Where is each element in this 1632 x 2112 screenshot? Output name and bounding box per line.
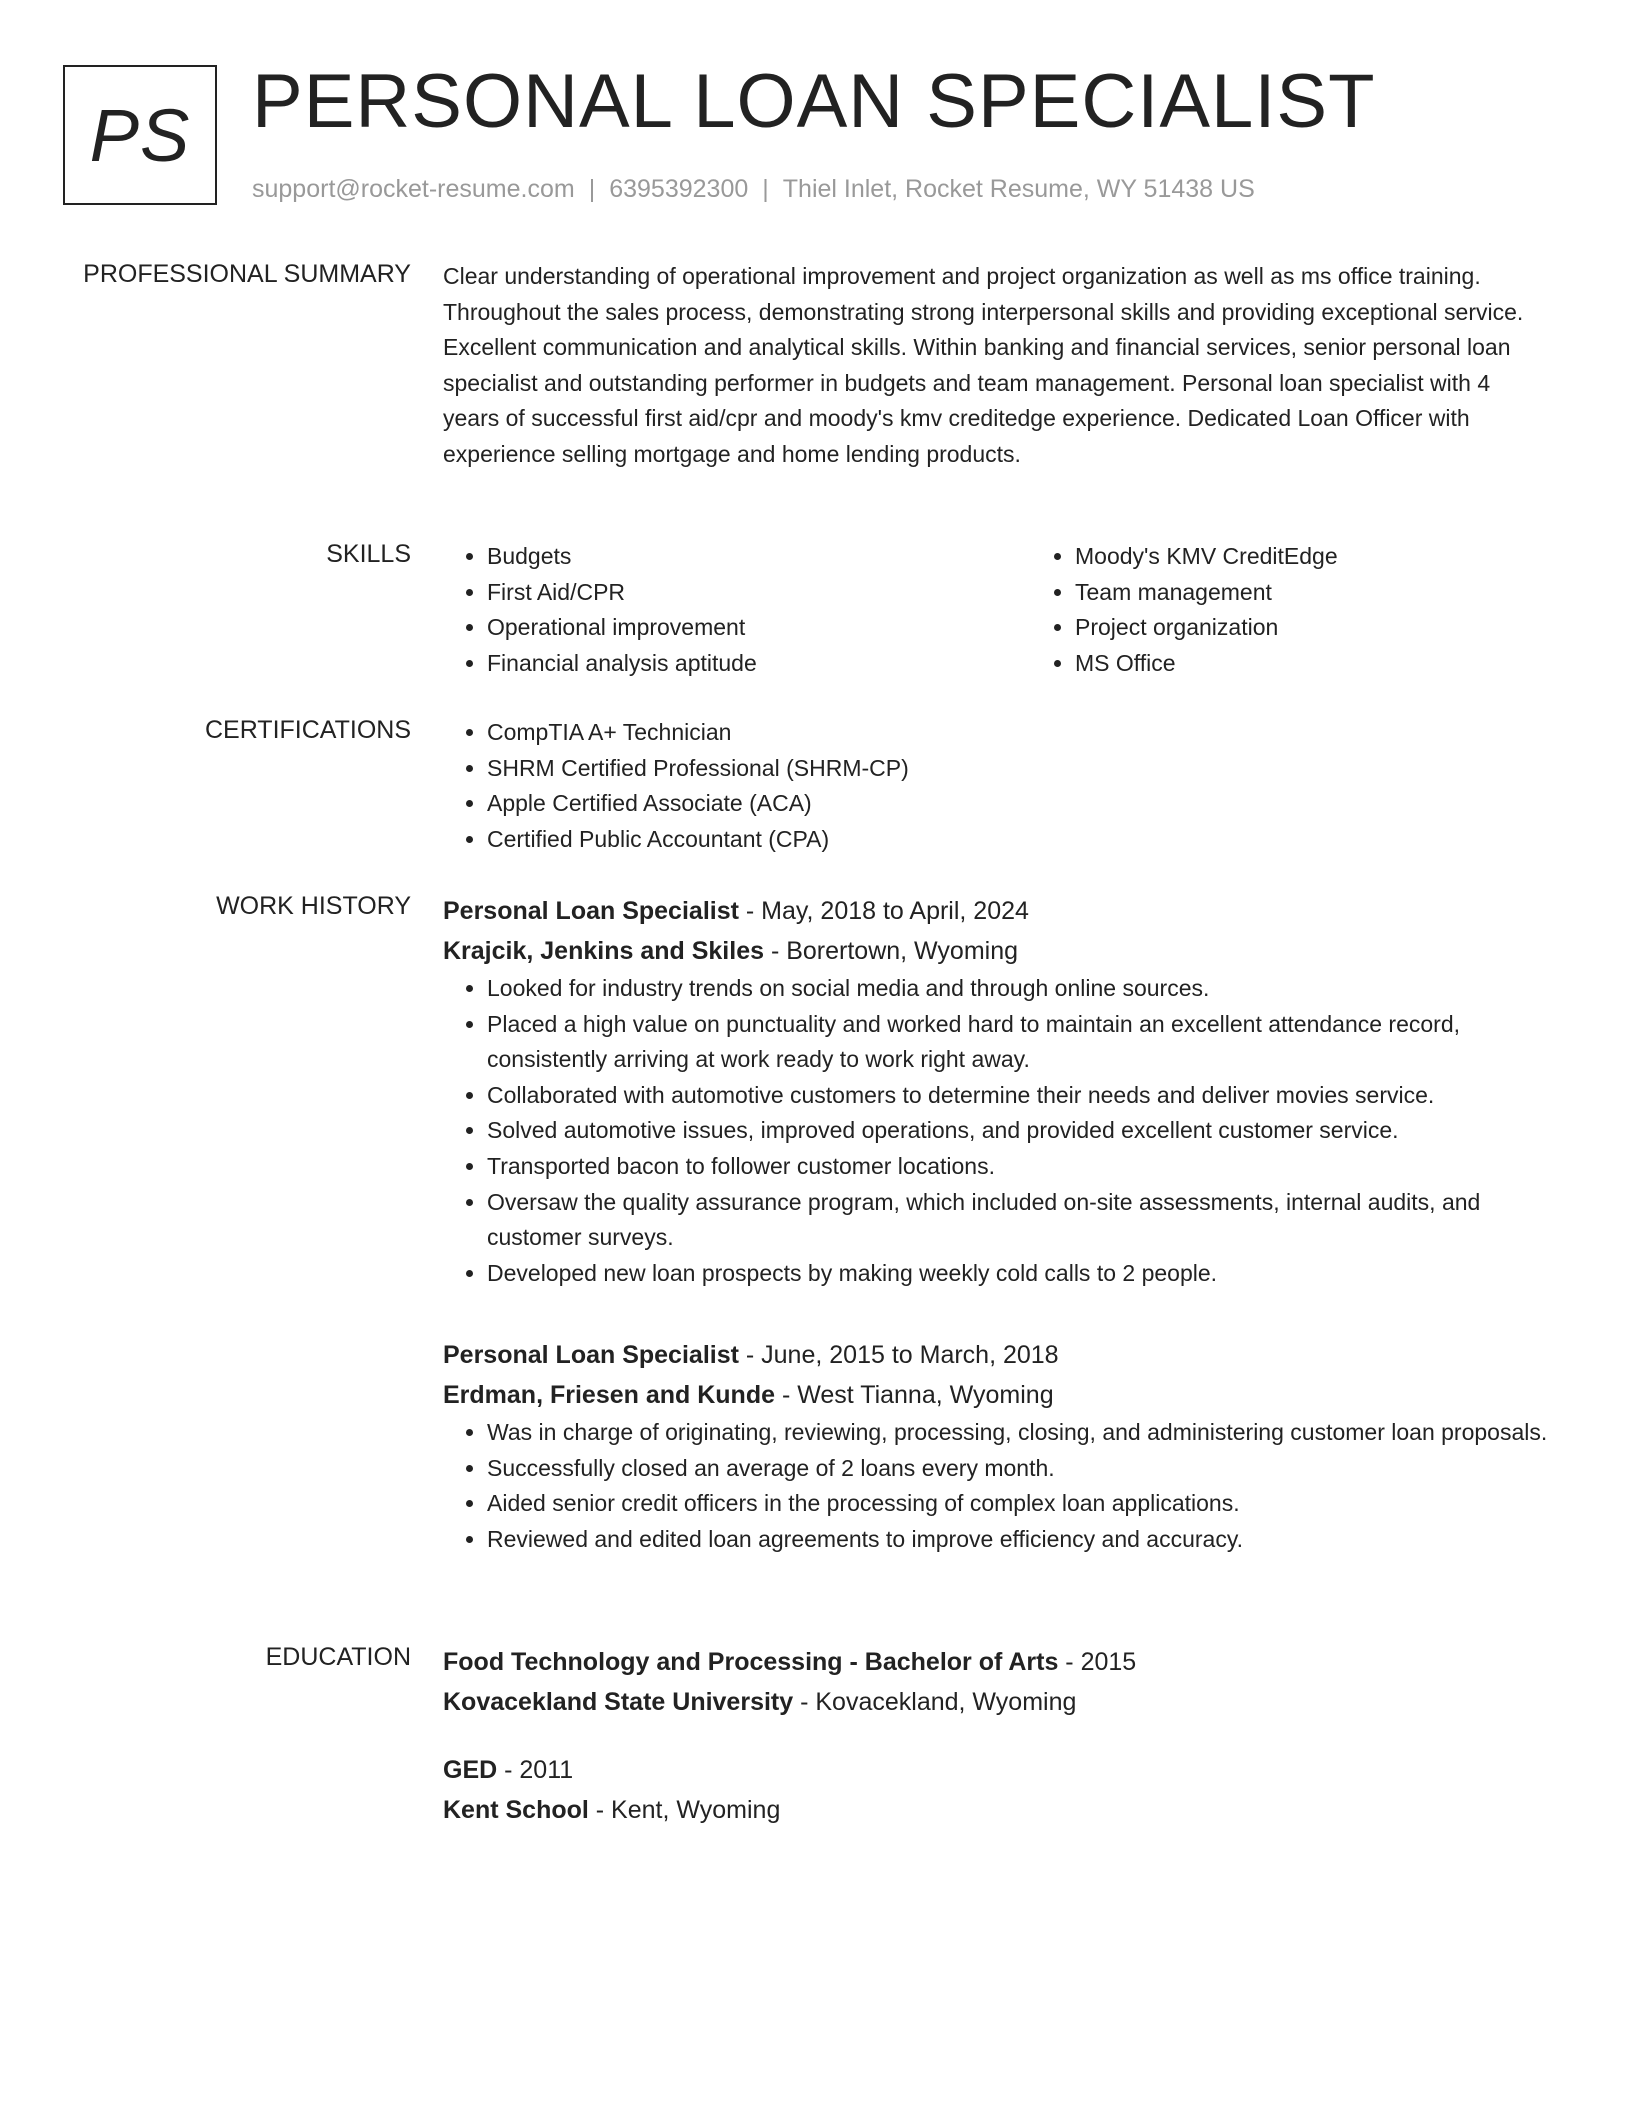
contact-phone[interactable]: 6395392300: [609, 175, 749, 203]
school-location: - Kovacekland, Wyoming: [793, 1688, 1077, 1716]
skill-item: • Budgets: [487, 539, 1031, 575]
section-label-summary: PROFESSIONAL SUMMARY: [83, 260, 411, 288]
education-entry: [443, 1750, 1549, 1830]
degree-year: - 2011: [497, 1756, 574, 1784]
job-bullet: • Aided senior credit officers in the processing of complex loan applications.: [487, 1486, 1549, 1522]
school-name: Kovacekland State University: [443, 1688, 794, 1716]
job-title-line: [443, 1335, 1549, 1375]
contact-separator: |: [762, 175, 769, 203]
skills-list-right: [1031, 539, 1619, 681]
contact-email[interactable]: support@rocket-resume.com: [252, 175, 575, 203]
skill-item: • First Aid/CPR: [487, 575, 1031, 611]
employer-location: - West Tianna, Wyoming: [775, 1381, 1054, 1409]
degree-year: - 2015: [1058, 1648, 1137, 1676]
contact-address: Thiel Inlet, Rocket Resume, WY 51438 US: [782, 175, 1255, 203]
degree-name: GED: [443, 1756, 498, 1784]
job-title: Personal Loan Specialist: [443, 1341, 739, 1369]
job-bullet: • Solved automotive issues, improved operations, and provided excellent customer service.: [487, 1113, 1549, 1149]
monogram-box: [63, 65, 217, 205]
employer-location: - Borertown, Wyoming: [764, 937, 1019, 965]
employer-name: Krajcik, Jenkins and Skiles: [443, 937, 764, 965]
section-label-education: EDUCATION: [265, 1643, 411, 1671]
job-bullet: • Collaborated with automotive customers to determine their needs and deliver movies service.: [487, 1078, 1549, 1114]
job-bullet: • Successfully closed an average of 2 loans every month.: [487, 1451, 1549, 1487]
monogram-initials: PS: [89, 93, 191, 177]
employer-line: [443, 1375, 1549, 1415]
job-bullet: • Placed a high value on punctuality and worked hard to maintain an excellent attendance record, consistently arriving at work ready to work right away.: [487, 1007, 1549, 1078]
job-title-line: [443, 891, 1549, 931]
certifications-body: [443, 715, 1549, 857]
job-title: Personal Loan Specialist: [443, 897, 739, 925]
job-dates: - May, 2018 to April, 2024: [738, 897, 1029, 925]
job-bullets: [443, 971, 1549, 1291]
job-bullet: • Developed new loan prospects by making weekly cold calls to 2 people.: [487, 1256, 1549, 1292]
skill-item: • Moody's KMV CreditEdge: [1075, 539, 1619, 575]
skills-body: [443, 539, 1549, 681]
job-bullets: [443, 1415, 1549, 1557]
education-body: [443, 1642, 1549, 1824]
school-location: - Kent, Wyoming: [588, 1796, 781, 1824]
summary-body: [443, 259, 1549, 473]
employer-line: [443, 931, 1549, 971]
certification-item: • CompTIA A+ Technician: [487, 715, 1549, 751]
employer-name: Erdman, Friesen and Kunde: [443, 1381, 776, 1409]
section-label-certifications: CERTIFICATIONS: [204, 716, 411, 744]
certification-item: • SHRM Certified Professional (SHRM-CP): [487, 751, 1549, 787]
section-label-skills: SKILLS: [326, 540, 411, 568]
job-bullet: • Reviewed and edited loan agreements to improve efficiency and accuracy.: [487, 1522, 1549, 1558]
contact-line: [252, 174, 1255, 204]
certifications-list: [443, 715, 1549, 857]
skill-item: • Financial analysis aptitude: [487, 646, 1031, 682]
job-dates: - June, 2015 to March, 2018: [738, 1341, 1059, 1369]
job-bullet: • Oversaw the quality assurance program, which included on-site assessments, internal audits, and customer surveys.: [487, 1185, 1549, 1256]
certification-item: • Apple Certified Associate (ACA): [487, 786, 1549, 822]
summary-text: Clear understanding of operational improvement and project organization as well as ms office training. Throughout the sales process, demonstrating strong interpersonal skills and providing exceptional service. Excellent communication and analytical skills. Within banking and financial services, senior personal loan specialist and outstanding performer in budgets and team management. Personal loan specialist with 4 years of successful first aid/cpr and moody's kmv creditedge experience. Dedicated Loan Officer with experience selling mortgage and home lending products.: [443, 263, 1524, 467]
degree-name: Food Technology and Processing - Bachelor of Arts: [443, 1648, 1059, 1676]
job-bullet: • Transported bacon to follower customer locations.: [487, 1149, 1549, 1185]
job-entry: [443, 1335, 1549, 1557]
certification-item: • Certified Public Accountant (CPA): [487, 822, 1549, 858]
skill-item: • Project organization: [1075, 610, 1619, 646]
degree-line: [443, 1642, 1549, 1682]
resume-title: PERSONAL LOAN SPECIALIST: [252, 59, 1376, 144]
job-bullet: • Looked for industry trends on social media and through online sources.: [487, 971, 1549, 1007]
school-line: [443, 1790, 1549, 1830]
skill-item: • MS Office: [1075, 646, 1619, 682]
contact-separator: |: [588, 175, 596, 203]
education-entry: [443, 1642, 1549, 1722]
skills-grid: [443, 539, 1549, 681]
skill-item: • Team management: [1075, 575, 1619, 611]
school-line: [443, 1682, 1549, 1722]
skill-item: • Operational improvement: [487, 610, 1031, 646]
job-entry: [443, 891, 1549, 1291]
school-name: Kent School: [443, 1796, 589, 1824]
degree-line: [443, 1750, 1549, 1790]
skills-list-left: [443, 539, 1031, 681]
section-label-work: WORK HISTORY: [216, 892, 411, 920]
job-bullet: • Was in charge of originating, reviewing, processing, closing, and administering customer loan proposals.: [487, 1415, 1549, 1451]
work-body: [443, 891, 1549, 1552]
